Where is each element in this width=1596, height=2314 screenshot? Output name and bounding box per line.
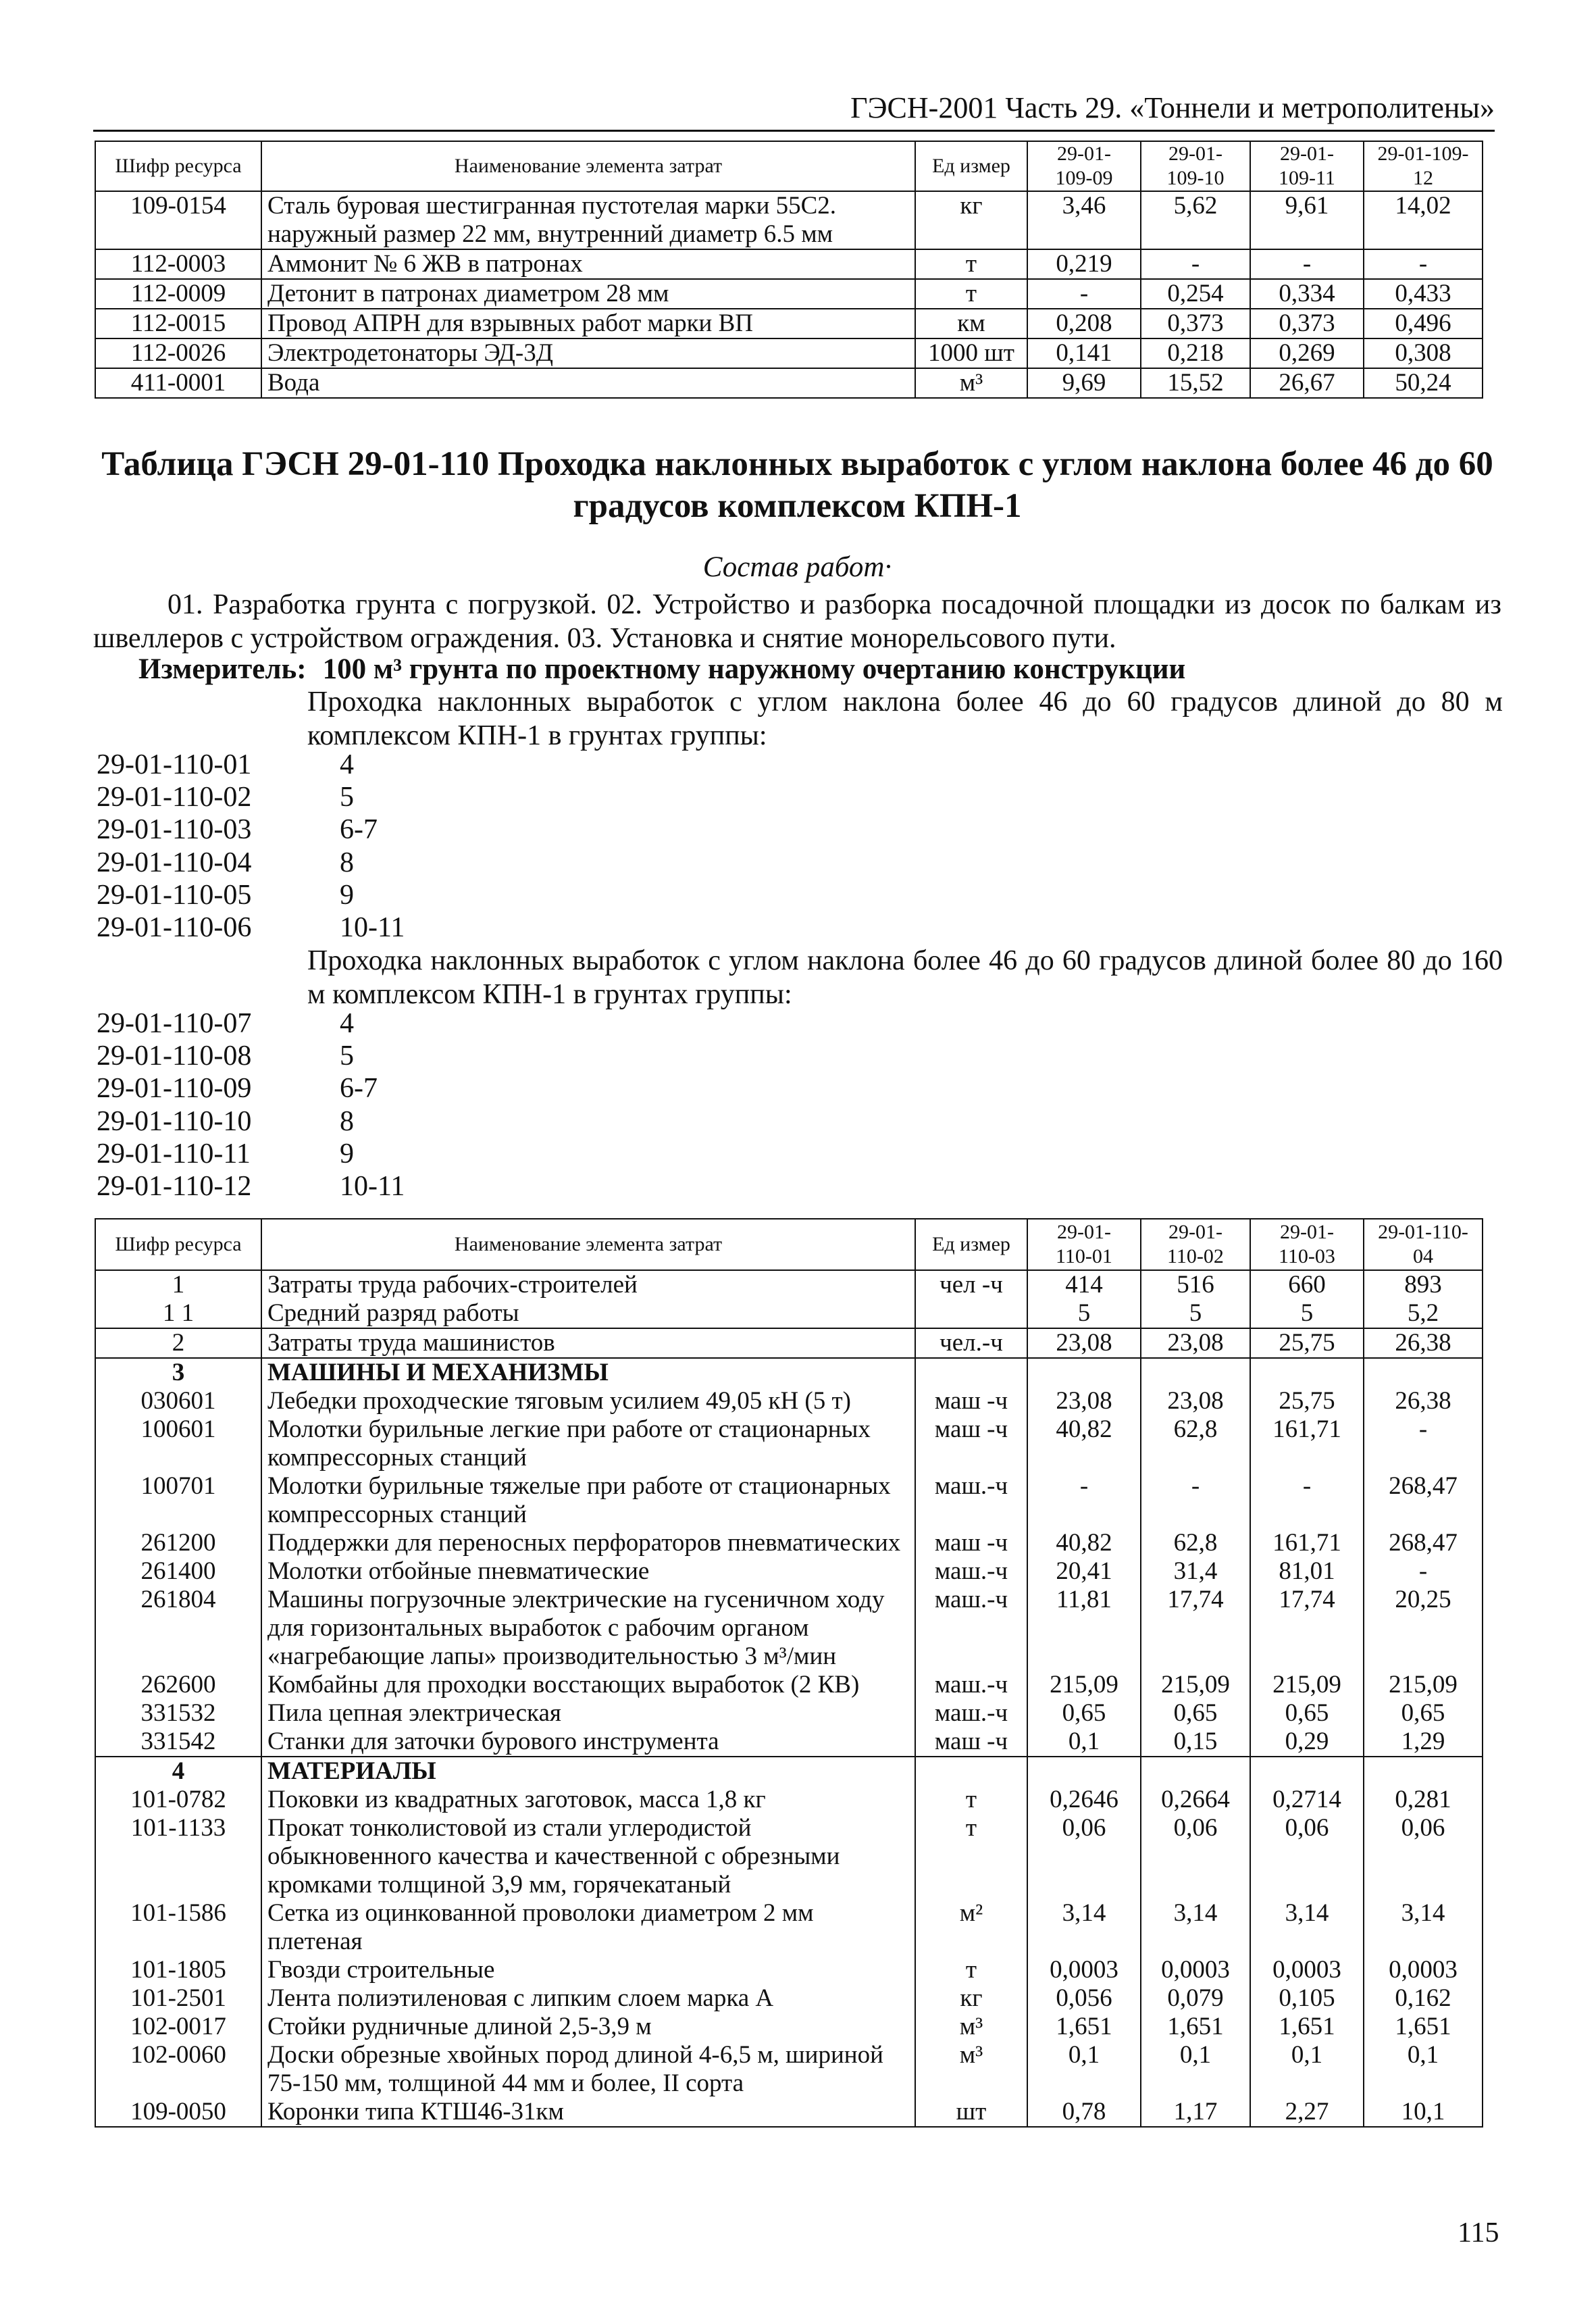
table-row xyxy=(95,1728,1483,1757)
unit-cell: чел.-ч xyxy=(915,1328,1027,1358)
resource-name: Лента полиэтиленовая с липким слоем марка А xyxy=(261,1984,915,2013)
position-code: 29-01-110-11 xyxy=(97,1138,251,1169)
table-row xyxy=(95,1270,1483,1299)
resource-name: Машины погрузочные электрические на гусеничном ходу для горизонтальных выработок с рабочим органом «нагребающие лапы» производительностью 3 м³/мин xyxy=(261,1586,915,1671)
resource-code: 261400 xyxy=(95,1557,261,1586)
resource-name: Аммонит № 6 ЖВ в патронах xyxy=(261,249,915,279)
work-description: 01. Разработка грунта с погрузкой. 02. Устройство и разборка посадочной площадки из досок по балкам из швеллеров с устройством ограждения. 03. Установка и снятие монорельсового пути. xyxy=(93,589,1501,654)
value-cell: 516 xyxy=(1141,1270,1250,1299)
value-cell: 0,269 xyxy=(1250,338,1364,368)
value-cell: 0,373 xyxy=(1141,309,1250,338)
resource-code: 112-0009 xyxy=(95,279,261,309)
section-row xyxy=(95,1358,1483,1387)
value-cell: 50,24 xyxy=(1364,368,1483,398)
table-row xyxy=(95,249,1483,279)
value-cell: 0,1 xyxy=(1141,2041,1250,2098)
table-row xyxy=(95,1984,1483,2013)
table-row xyxy=(95,1956,1483,1984)
value-cell: 0,496 xyxy=(1364,309,1483,338)
value-cell: 5 xyxy=(1250,1299,1364,1328)
value-cell: 1,651 xyxy=(1364,2013,1483,2041)
value-cell: 215,09 xyxy=(1364,1671,1483,1699)
list-item xyxy=(97,1007,405,1040)
table-title: Таблица ГЭСН 29-01-110 Проходка наклонных выработок с углом наклона более 46 до 60 градусов комплексом КПН-1 xyxy=(101,445,1493,525)
value-cell xyxy=(1027,1358,1141,1387)
value-cell: 15,52 xyxy=(1141,368,1250,398)
resource-name: Станки для заточки бурового инструмента xyxy=(261,1728,915,1757)
soil-group: 6-7 xyxy=(340,814,378,846)
soil-group: 4 xyxy=(340,1008,354,1039)
value-cell: 0,254 xyxy=(1141,279,1250,309)
value-cell: 9,69 xyxy=(1027,368,1141,398)
page-number: 115 xyxy=(1458,2217,1499,2248)
col-header-name: Наименование элемента затрат xyxy=(261,141,915,191)
value-cell: 2,27 xyxy=(1250,2098,1364,2127)
table-row xyxy=(95,2098,1483,2127)
col-header-position: 29-01-109-12 xyxy=(1364,141,1483,191)
value-cell: 0,29 xyxy=(1250,1728,1364,1757)
value-cell: 62,8 xyxy=(1141,1529,1250,1557)
unit-cell: т xyxy=(915,1814,1027,1899)
resource-code: 1 1 xyxy=(95,1299,261,1328)
resource-name: МАТЕРИАЛЫ xyxy=(261,1757,915,1786)
value-cell: 17,74 xyxy=(1250,1586,1364,1671)
value-cell: - xyxy=(1027,279,1141,309)
value-cell: 0,65 xyxy=(1141,1699,1250,1728)
table-row xyxy=(95,368,1483,398)
resource-code: 101-2501 xyxy=(95,1984,261,2013)
value-cell xyxy=(1250,1358,1364,1387)
value-cell xyxy=(1141,1757,1250,1786)
value-cell xyxy=(1250,1757,1364,1786)
list-item xyxy=(97,1072,405,1105)
value-cell: - xyxy=(1250,1472,1364,1529)
position-code: 29-01-110-05 xyxy=(97,879,252,911)
value-cell: 0,2664 xyxy=(1141,1786,1250,1814)
value-cell: - xyxy=(1250,249,1364,279)
value-cell: 5,2 xyxy=(1364,1299,1483,1328)
table-row xyxy=(95,1299,1483,1328)
table-row xyxy=(95,1415,1483,1472)
value-cell: 40,82 xyxy=(1027,1415,1141,1472)
value-cell: 1,17 xyxy=(1141,2098,1250,2127)
value-cell: 0,1 xyxy=(1250,2041,1364,2098)
value-cell: 0,06 xyxy=(1250,1814,1364,1899)
resource-code: 262600 xyxy=(95,1671,261,1699)
unit-cell: маш.-ч xyxy=(915,1699,1027,1728)
position-code: 29-01-110-07 xyxy=(97,1008,252,1039)
list-item xyxy=(97,1040,405,1072)
unit-cell: маш.-ч xyxy=(915,1671,1027,1699)
resource-code: 4 xyxy=(95,1757,261,1786)
resource-code: 109-0050 xyxy=(95,2098,261,2127)
col-header-code: Шифр ресурса xyxy=(95,1219,261,1270)
col-header-position: 29-01-110-04 xyxy=(1364,1219,1483,1270)
value-cell xyxy=(1141,1358,1250,1387)
resource-code: 101-0782 xyxy=(95,1786,261,1814)
value-cell: 268,47 xyxy=(1364,1529,1483,1557)
list-item xyxy=(97,813,405,846)
list-item xyxy=(97,1170,405,1203)
col-header-position: 29-01-109-11 xyxy=(1250,141,1364,191)
value-cell: 268,47 xyxy=(1364,1472,1483,1529)
value-cell: - xyxy=(1364,1415,1483,1472)
table-row xyxy=(95,1671,1483,1699)
value-cell: 0,208 xyxy=(1027,309,1141,338)
resource-name: Вода xyxy=(261,368,915,398)
resource-code: 101-1805 xyxy=(95,1956,261,1984)
resource-name: Затраты труда рабочих-строителей xyxy=(261,1270,915,1299)
value-cell: 161,71 xyxy=(1250,1529,1364,1557)
table-row xyxy=(95,1387,1483,1415)
list-item xyxy=(97,1105,405,1138)
value-cell: 23,08 xyxy=(1027,1387,1141,1415)
table-row xyxy=(95,338,1483,368)
value-cell: 25,75 xyxy=(1250,1328,1364,1358)
resource-name: Доски обрезные хвойных пород длиной 4-6,5 м, шириной 75-150 мм, толщиной 44 мм и более, II сорта xyxy=(261,2041,915,2098)
value-cell: 0,0003 xyxy=(1250,1956,1364,1984)
resource-name: Затраты труда машинистов xyxy=(261,1328,915,1358)
resource-name: МАШИНЫ И МЕХАНИЗМЫ xyxy=(261,1358,915,1387)
value-cell: 25,75 xyxy=(1250,1387,1364,1415)
position-list-1 xyxy=(97,749,405,944)
unit-cell: кг xyxy=(915,191,1027,249)
value-cell: 0,0003 xyxy=(1141,1956,1250,1984)
resource-name: Сетка из оцинкованной проволоки диаметром 2 мм плетеная xyxy=(261,1899,915,1956)
value-cell: - xyxy=(1141,249,1250,279)
value-cell: 0,2714 xyxy=(1250,1786,1364,1814)
value-cell: 0,334 xyxy=(1250,279,1364,309)
soil-group: 8 xyxy=(340,847,354,878)
value-cell: 0,65 xyxy=(1364,1699,1483,1728)
value-cell xyxy=(1027,1757,1141,1786)
value-cell: 23,08 xyxy=(1027,1328,1141,1358)
value-cell: 31,4 xyxy=(1141,1557,1250,1586)
value-cell: 0,78 xyxy=(1027,2098,1141,2127)
list-item xyxy=(97,1138,405,1170)
resource-name: Молотки бурильные легкие при работе от стационарных компрессорных станций xyxy=(261,1415,915,1472)
unit-cell: т xyxy=(915,1956,1027,1984)
section-row xyxy=(95,1757,1483,1786)
unit-cell: км xyxy=(915,309,1027,338)
list-item xyxy=(97,911,405,944)
unit-cell: маш -ч xyxy=(915,1529,1027,1557)
value-cell: 215,09 xyxy=(1250,1671,1364,1699)
table-row xyxy=(95,309,1483,338)
position-code: 29-01-110-04 xyxy=(97,847,252,878)
resource-name: Пила цепная электрическая xyxy=(261,1699,915,1728)
top-table-body xyxy=(95,191,1483,398)
col-header-position: 29-01-109-09 xyxy=(1027,141,1141,191)
unit-cell xyxy=(915,1358,1027,1387)
resource-code: 101-1133 xyxy=(95,1814,261,1899)
col-header-unit: Ед измер xyxy=(915,1219,1027,1270)
value-cell: 3,14 xyxy=(1250,1899,1364,1956)
list-item xyxy=(97,749,405,781)
position-list-2 xyxy=(97,1007,405,1203)
table-row xyxy=(95,1814,1483,1899)
value-cell xyxy=(1364,1757,1483,1786)
resource-name: Прокат тонколистовой из стали углеродистой обыкновенного качества и качественной с обрезными кромками толщиной 3,9 мм, горячекатаный xyxy=(261,1814,915,1899)
value-cell: 215,09 xyxy=(1141,1671,1250,1699)
value-cell: 0,105 xyxy=(1250,1984,1364,2013)
resource-code: 030601 xyxy=(95,1387,261,1415)
table-row xyxy=(95,1328,1483,1358)
value-cell: 14,02 xyxy=(1364,191,1483,249)
resource-code: 102-0060 xyxy=(95,2041,261,2098)
list-item xyxy=(97,847,405,879)
value-cell: 0,1 xyxy=(1364,2041,1483,2098)
value-cell: 0,06 xyxy=(1027,1814,1141,1899)
table-row xyxy=(95,1557,1483,1586)
unit-cell: маш.-ч xyxy=(915,1557,1027,1586)
table-row xyxy=(95,2013,1483,2041)
value-cell: 161,71 xyxy=(1250,1415,1364,1472)
value-cell: 893 xyxy=(1364,1270,1483,1299)
col-header-position: 29-01-110-02 xyxy=(1141,1219,1250,1270)
value-cell: 3,14 xyxy=(1364,1899,1483,1956)
table-row xyxy=(95,1529,1483,1557)
unit-cell: чел -ч xyxy=(915,1270,1027,1299)
col-header-code: Шифр ресурса xyxy=(95,141,261,191)
resource-name: Гвозди строительные xyxy=(261,1956,915,1984)
value-cell: 26,38 xyxy=(1364,1387,1483,1415)
soil-group: 9 xyxy=(340,879,354,911)
resource-name: Стойки рудничные длиной 2,5-3,9 м xyxy=(261,2013,915,2041)
value-cell: 23,08 xyxy=(1141,1387,1250,1415)
unit-cell: м² xyxy=(915,1899,1027,1956)
value-cell: 0,056 xyxy=(1027,1984,1141,2013)
table-row xyxy=(95,191,1483,249)
table-row xyxy=(95,279,1483,309)
resource-code: 109-0154 xyxy=(95,191,261,249)
resource-name: Поковки из квадратных заготовок, масса 1,8 кг xyxy=(261,1786,915,1814)
resource-name: Комбайны для проходки восстающих выработок (2 КВ) xyxy=(261,1671,915,1699)
unit-cell: м³ xyxy=(915,2041,1027,2098)
table-row xyxy=(95,1472,1483,1529)
value-cell: 5 xyxy=(1141,1299,1250,1328)
unit-cell xyxy=(915,1299,1027,1328)
running-head: ГЭСН-2001 Часть 29. «Тоннели и метрополитены» xyxy=(93,89,1495,132)
value-cell: 11,81 xyxy=(1027,1586,1141,1671)
resource-name: Сталь буровая шестигранная пустотелая марки 55С2. наружный размер 22 мм, внутренний диаметр 6.5 мм xyxy=(261,191,915,249)
position-code: 29-01-110-01 xyxy=(97,749,252,780)
meter-line xyxy=(138,653,1489,686)
value-cell: 0,0003 xyxy=(1027,1956,1141,1984)
unit-cell: м³ xyxy=(915,2013,1027,2041)
value-cell: 0,433 xyxy=(1364,279,1483,309)
resource-code: 101-1586 xyxy=(95,1899,261,1956)
value-cell: 0,1 xyxy=(1027,2041,1141,2098)
value-cell: 0,079 xyxy=(1141,1984,1250,2013)
resource-name: Поддержки для переносных перфораторов пневматических xyxy=(261,1529,915,1557)
unit-cell: маш.-ч xyxy=(915,1472,1027,1529)
position-code: 29-01-110-03 xyxy=(97,814,252,846)
value-cell: 0,1 xyxy=(1027,1728,1141,1757)
list-item xyxy=(97,781,405,813)
value-cell: 20,25 xyxy=(1364,1586,1483,1671)
unit-cell xyxy=(915,1757,1027,1786)
value-cell: 3,46 xyxy=(1027,191,1141,249)
value-cell: 0,65 xyxy=(1250,1699,1364,1728)
value-cell: 0,0003 xyxy=(1364,1956,1483,1984)
position-code: 29-01-110-09 xyxy=(97,1073,252,1105)
value-cell: 5 xyxy=(1027,1299,1141,1328)
unit-cell: м³ xyxy=(915,368,1027,398)
table-row xyxy=(95,1586,1483,1671)
resource-code: 112-0003 xyxy=(95,249,261,279)
col-header-name: Наименование элемента затрат xyxy=(261,1219,915,1270)
unit-cell: маш -ч xyxy=(915,1387,1027,1415)
unit-cell: маш.-ч xyxy=(915,1586,1027,1671)
value-cell: 3,14 xyxy=(1027,1899,1141,1956)
value-cell: 40,82 xyxy=(1027,1529,1141,1557)
unit-cell: т xyxy=(915,1786,1027,1814)
soil-group: 4 xyxy=(340,749,354,780)
unit-cell: шт xyxy=(915,2098,1027,2127)
value-cell: 0,308 xyxy=(1364,338,1483,368)
value-cell: 1,651 xyxy=(1250,2013,1364,2041)
resource-name: Молотки отбойные пневматические xyxy=(261,1557,915,1586)
resource-code: 331542 xyxy=(95,1728,261,1757)
value-cell: 3,14 xyxy=(1141,1899,1250,1956)
value-cell: 1,651 xyxy=(1027,2013,1141,2041)
soil-group: 5 xyxy=(340,782,354,813)
soil-group: 9 xyxy=(340,1138,354,1169)
value-cell: 62,8 xyxy=(1141,1415,1250,1472)
value-cell: 414 xyxy=(1027,1270,1141,1299)
value-cell: 1,651 xyxy=(1141,2013,1250,2041)
value-cell: 17,74 xyxy=(1141,1586,1250,1671)
work-heading: Состав работ· xyxy=(702,551,892,583)
resource-code: 100701 xyxy=(95,1472,261,1529)
value-cell: 10,1 xyxy=(1364,2098,1483,2127)
resource-code: 2 xyxy=(95,1328,261,1358)
resource-code: 1 xyxy=(95,1270,261,1299)
resource-code: 112-0015 xyxy=(95,309,261,338)
value-cell: 26,38 xyxy=(1364,1328,1483,1358)
group-intro-1: Проходка наклонных выработок с углом наклона более 46 до 60 градусов длиной до 80 м комплексом КПН-1 в грунтах группы: xyxy=(307,686,1503,751)
value-cell: 9,61 xyxy=(1250,191,1364,249)
resource-name: Коронки типа КТШ46-31км xyxy=(261,2098,915,2127)
resource-code: 261200 xyxy=(95,1529,261,1557)
position-code: 29-01-110-12 xyxy=(97,1171,252,1203)
table-row xyxy=(95,1786,1483,1814)
resource-name: Средний разряд работы xyxy=(261,1299,915,1328)
col-header-position: 29-01-110-03 xyxy=(1250,1219,1364,1270)
value-cell: - xyxy=(1141,1472,1250,1529)
resource-code: 411-0001 xyxy=(95,368,261,398)
resource-name: Электродетонаторы ЭД-3Д xyxy=(261,338,915,368)
soil-group: 8 xyxy=(340,1105,354,1137)
value-cell: 23,08 xyxy=(1141,1328,1250,1358)
resource-table-main xyxy=(95,1218,1483,2128)
soil-group: 5 xyxy=(340,1040,354,1072)
resource-code: 261804 xyxy=(95,1586,261,1671)
resource-name: Молотки бурильные тяжелые при работе от стационарных компрессорных станций xyxy=(261,1472,915,1529)
value-cell: 0,162 xyxy=(1364,1984,1483,2013)
group-intro-2: Проходка наклонных выработок с углом наклона более 46 до 60 градусов длиной более 80 до 160 м комплексом КПН-1 в грунтах группы: xyxy=(307,945,1503,1010)
value-cell: 0,15 xyxy=(1141,1728,1250,1757)
value-cell: - xyxy=(1027,1472,1141,1529)
value-cell: 0,373 xyxy=(1250,309,1364,338)
soil-group: 6-7 xyxy=(340,1073,378,1105)
col-header-position: 29-01-109-10 xyxy=(1141,141,1250,191)
resource-name: Детонит в патронах диаметром 28 мм xyxy=(261,279,915,309)
value-cell: 0,06 xyxy=(1141,1814,1250,1899)
unit-cell: кг xyxy=(915,1984,1027,2013)
value-cell: - xyxy=(1364,249,1483,279)
resource-name: Лебедки проходческие тяговым усилием 49,05 кН (5 т) xyxy=(261,1387,915,1415)
table-row xyxy=(95,2041,1483,2098)
resource-code: 102-0017 xyxy=(95,2013,261,2041)
value-cell: 0,219 xyxy=(1027,249,1141,279)
resource-table-top xyxy=(95,141,1483,399)
main-table-body xyxy=(95,1270,1483,2127)
table-row xyxy=(95,1899,1483,1956)
unit-cell: маш -ч xyxy=(915,1728,1027,1757)
soil-group: 10-11 xyxy=(340,912,405,944)
col-header-position: 29-01-110-01 xyxy=(1027,1219,1141,1270)
soil-group: 10-11 xyxy=(340,1171,405,1203)
resource-name: Провод АПРН для взрывных работ марки ВП xyxy=(261,309,915,338)
unit-cell: т xyxy=(915,249,1027,279)
value-cell: 0,06 xyxy=(1364,1814,1483,1899)
resource-code: 100601 xyxy=(95,1415,261,1472)
table-row xyxy=(95,1699,1483,1728)
col-header-unit: Ед измер xyxy=(915,141,1027,191)
value-cell: 0,2646 xyxy=(1027,1786,1141,1814)
value-cell: 20,41 xyxy=(1027,1557,1141,1586)
value-cell: 1,29 xyxy=(1364,1728,1483,1757)
value-cell: 5,62 xyxy=(1141,191,1250,249)
value-cell: - xyxy=(1364,1557,1483,1586)
list-item xyxy=(97,879,405,911)
meter-label: Измеритель: xyxy=(138,653,307,685)
value-cell: 0,218 xyxy=(1141,338,1250,368)
unit-cell: маш -ч xyxy=(915,1415,1027,1472)
position-code: 29-01-110-10 xyxy=(97,1105,252,1137)
resource-code: 331532 xyxy=(95,1699,261,1728)
position-code: 29-01-110-06 xyxy=(97,912,252,944)
value-cell xyxy=(1364,1358,1483,1387)
value-cell: 0,141 xyxy=(1027,338,1141,368)
unit-cell: т xyxy=(915,279,1027,309)
value-cell: 81,01 xyxy=(1250,1557,1364,1586)
resource-code: 112-0026 xyxy=(95,338,261,368)
meter-value: 100 м³ грунта по проектному наружному очертанию конструкции xyxy=(322,653,1186,685)
value-cell: 215,09 xyxy=(1027,1671,1141,1699)
position-code: 29-01-110-08 xyxy=(97,1040,252,1072)
unit-cell: 1000 шт xyxy=(915,338,1027,368)
value-cell: 26,67 xyxy=(1250,368,1364,398)
value-cell: 660 xyxy=(1250,1270,1364,1299)
value-cell: 0,281 xyxy=(1364,1786,1483,1814)
resource-code: 3 xyxy=(95,1358,261,1387)
value-cell: 0,65 xyxy=(1027,1699,1141,1728)
position-code: 29-01-110-02 xyxy=(97,782,252,813)
